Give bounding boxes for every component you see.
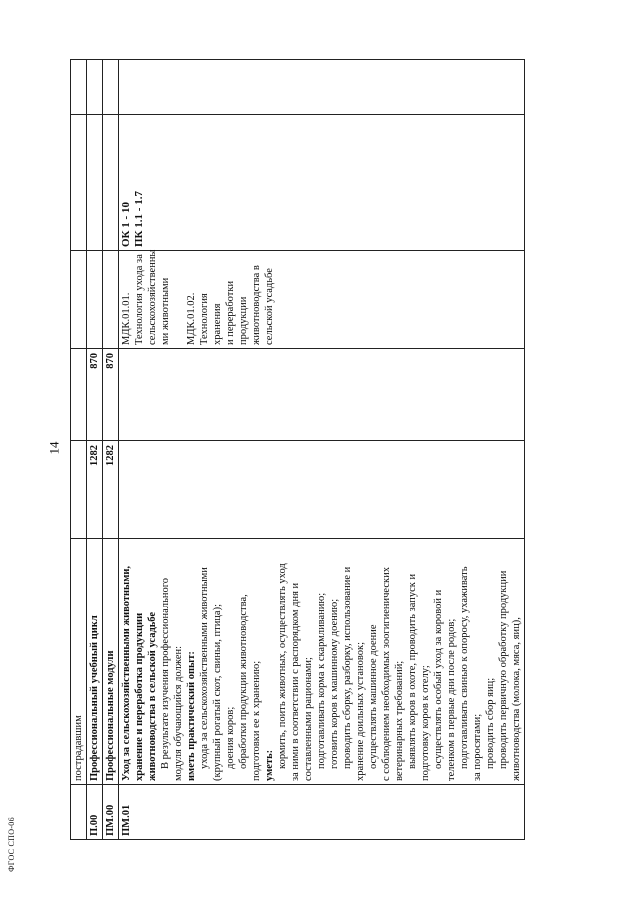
skill-line: с соблюдением необходимых зоогигиенических xyxy=(381,567,392,781)
mdk-line: сельскохозяйственны xyxy=(147,249,158,345)
skill-line: осуществлять особый уход за коровой и xyxy=(433,589,444,769)
experience-line: обработки продукции животноводства, xyxy=(238,594,249,769)
module-title-line: животноводства в сельской усадьбе xyxy=(147,611,158,781)
cell-code: ПМ.00 xyxy=(103,785,119,840)
skill-line: составленными рационами; xyxy=(303,657,314,781)
module-title-line: Уход за сельскохозяйственными животными, xyxy=(121,565,132,781)
experience-line: подготовки ее к хранению; xyxy=(251,660,262,781)
skill-line: кормить, поить животных, осуществлять уход xyxy=(277,563,288,769)
curriculum-table xyxy=(70,59,525,840)
mdk-spacer xyxy=(172,254,185,345)
cell-max-load: 1282 xyxy=(87,441,103,539)
cell-mdk xyxy=(71,251,87,349)
cell-extra xyxy=(87,60,103,115)
cell-description xyxy=(119,539,525,785)
cell-competencies xyxy=(71,115,87,251)
skill-line: за ними в соответствии с распорядком дня и xyxy=(290,582,301,781)
cell-description: Профессиональные модули xyxy=(103,539,119,785)
cell-mdk xyxy=(119,251,525,349)
skill-line: за поросятами; xyxy=(472,713,483,781)
rotated-table-frame xyxy=(70,60,640,836)
cell-competencies xyxy=(119,115,525,251)
mdk-line: МДК.01.02. xyxy=(186,292,197,345)
module-title-line: хранение и переработка продукции xyxy=(134,612,145,781)
skill-line: животноводства (молока, мяса, яиц), xyxy=(511,617,522,781)
mdk-line: МДК.01.01. xyxy=(121,292,132,345)
skill-line: подготавливать корма к скармливанию; xyxy=(316,592,327,769)
experience-heading: иметь практический опыт: xyxy=(186,651,197,781)
cell-max-load: 1282 xyxy=(103,441,119,539)
skill-line: готовить коров к машинному доению; xyxy=(329,598,340,769)
footer-code: ФГОС СПО-06 xyxy=(6,817,16,872)
competency-line: ПК 1.1 - 1.7 xyxy=(133,191,145,247)
table-row xyxy=(87,60,103,840)
cell-extra xyxy=(119,60,525,115)
intro-line: В результате изучения профессионального xyxy=(160,577,171,769)
cell-max-load xyxy=(119,441,525,539)
skill-line: проводить первичную обработку продукции xyxy=(498,570,509,769)
table-row xyxy=(119,60,525,840)
skill-line: осуществлять машинное доение xyxy=(368,624,379,769)
cell-max-load xyxy=(71,441,87,539)
skill-line: проводить сбор яиц; xyxy=(485,677,496,769)
skill-line: подготавливать свинью к опоросу, ухаживать xyxy=(459,566,470,769)
cell-code: П.00 xyxy=(87,785,103,840)
cell-competencies xyxy=(87,115,103,251)
cell-mdk xyxy=(103,251,119,349)
cell-competencies xyxy=(103,115,119,251)
cell-class-load: 870 xyxy=(103,349,119,441)
competency-line: ОК 1 - 10 xyxy=(120,202,132,247)
cell-description: пострадавшим xyxy=(71,539,87,785)
cell-class-load xyxy=(119,349,525,441)
skills-heading: уметь: xyxy=(264,749,275,781)
skill-line: ветеринарных требований; xyxy=(394,660,405,781)
cell-class-load: 870 xyxy=(87,349,103,441)
mdk-line: Технология ухода за xyxy=(134,254,145,345)
cell-extra xyxy=(71,60,87,115)
cell-class-load xyxy=(71,349,87,441)
cell-mdk xyxy=(87,251,103,349)
cell-code xyxy=(71,785,87,840)
cell-extra xyxy=(103,60,119,115)
experience-line: ухода за сельскохозяйственными животными xyxy=(199,567,210,769)
skill-line: выявлять коров в охоте, проводить запуск и xyxy=(407,573,418,769)
table-row xyxy=(103,60,119,840)
experience-line: доения коров; xyxy=(225,706,236,769)
skill-line: теленком в первые дни после родов; xyxy=(446,618,457,781)
cell-description: Профессиональный учебный цикл xyxy=(87,539,103,785)
rotated-table-content xyxy=(70,60,595,840)
page-number: 14 xyxy=(46,441,62,455)
mdk-line: ми животными xyxy=(160,277,171,345)
intro-line: модуля обучающийся должен: xyxy=(173,645,184,781)
table-row xyxy=(71,60,87,840)
mdk-line: продукции xyxy=(238,296,249,345)
experience-line: (крупный рогатый скот, свиньи, птица); xyxy=(212,603,223,781)
skill-line: хранение доильных установок; xyxy=(355,641,366,781)
skill-line: проводить сборку, разборку, использование и xyxy=(342,566,353,769)
cell-code: ПМ.01 xyxy=(119,785,525,840)
mdk-line: животноводства в xyxy=(251,265,262,345)
mdk-line: сельской усадьбе xyxy=(264,268,275,345)
mdk-line: и переработки xyxy=(225,280,236,345)
skill-line: подготовку коров к отелу; xyxy=(420,665,431,781)
mdk-line: Технология хранения xyxy=(199,293,223,345)
